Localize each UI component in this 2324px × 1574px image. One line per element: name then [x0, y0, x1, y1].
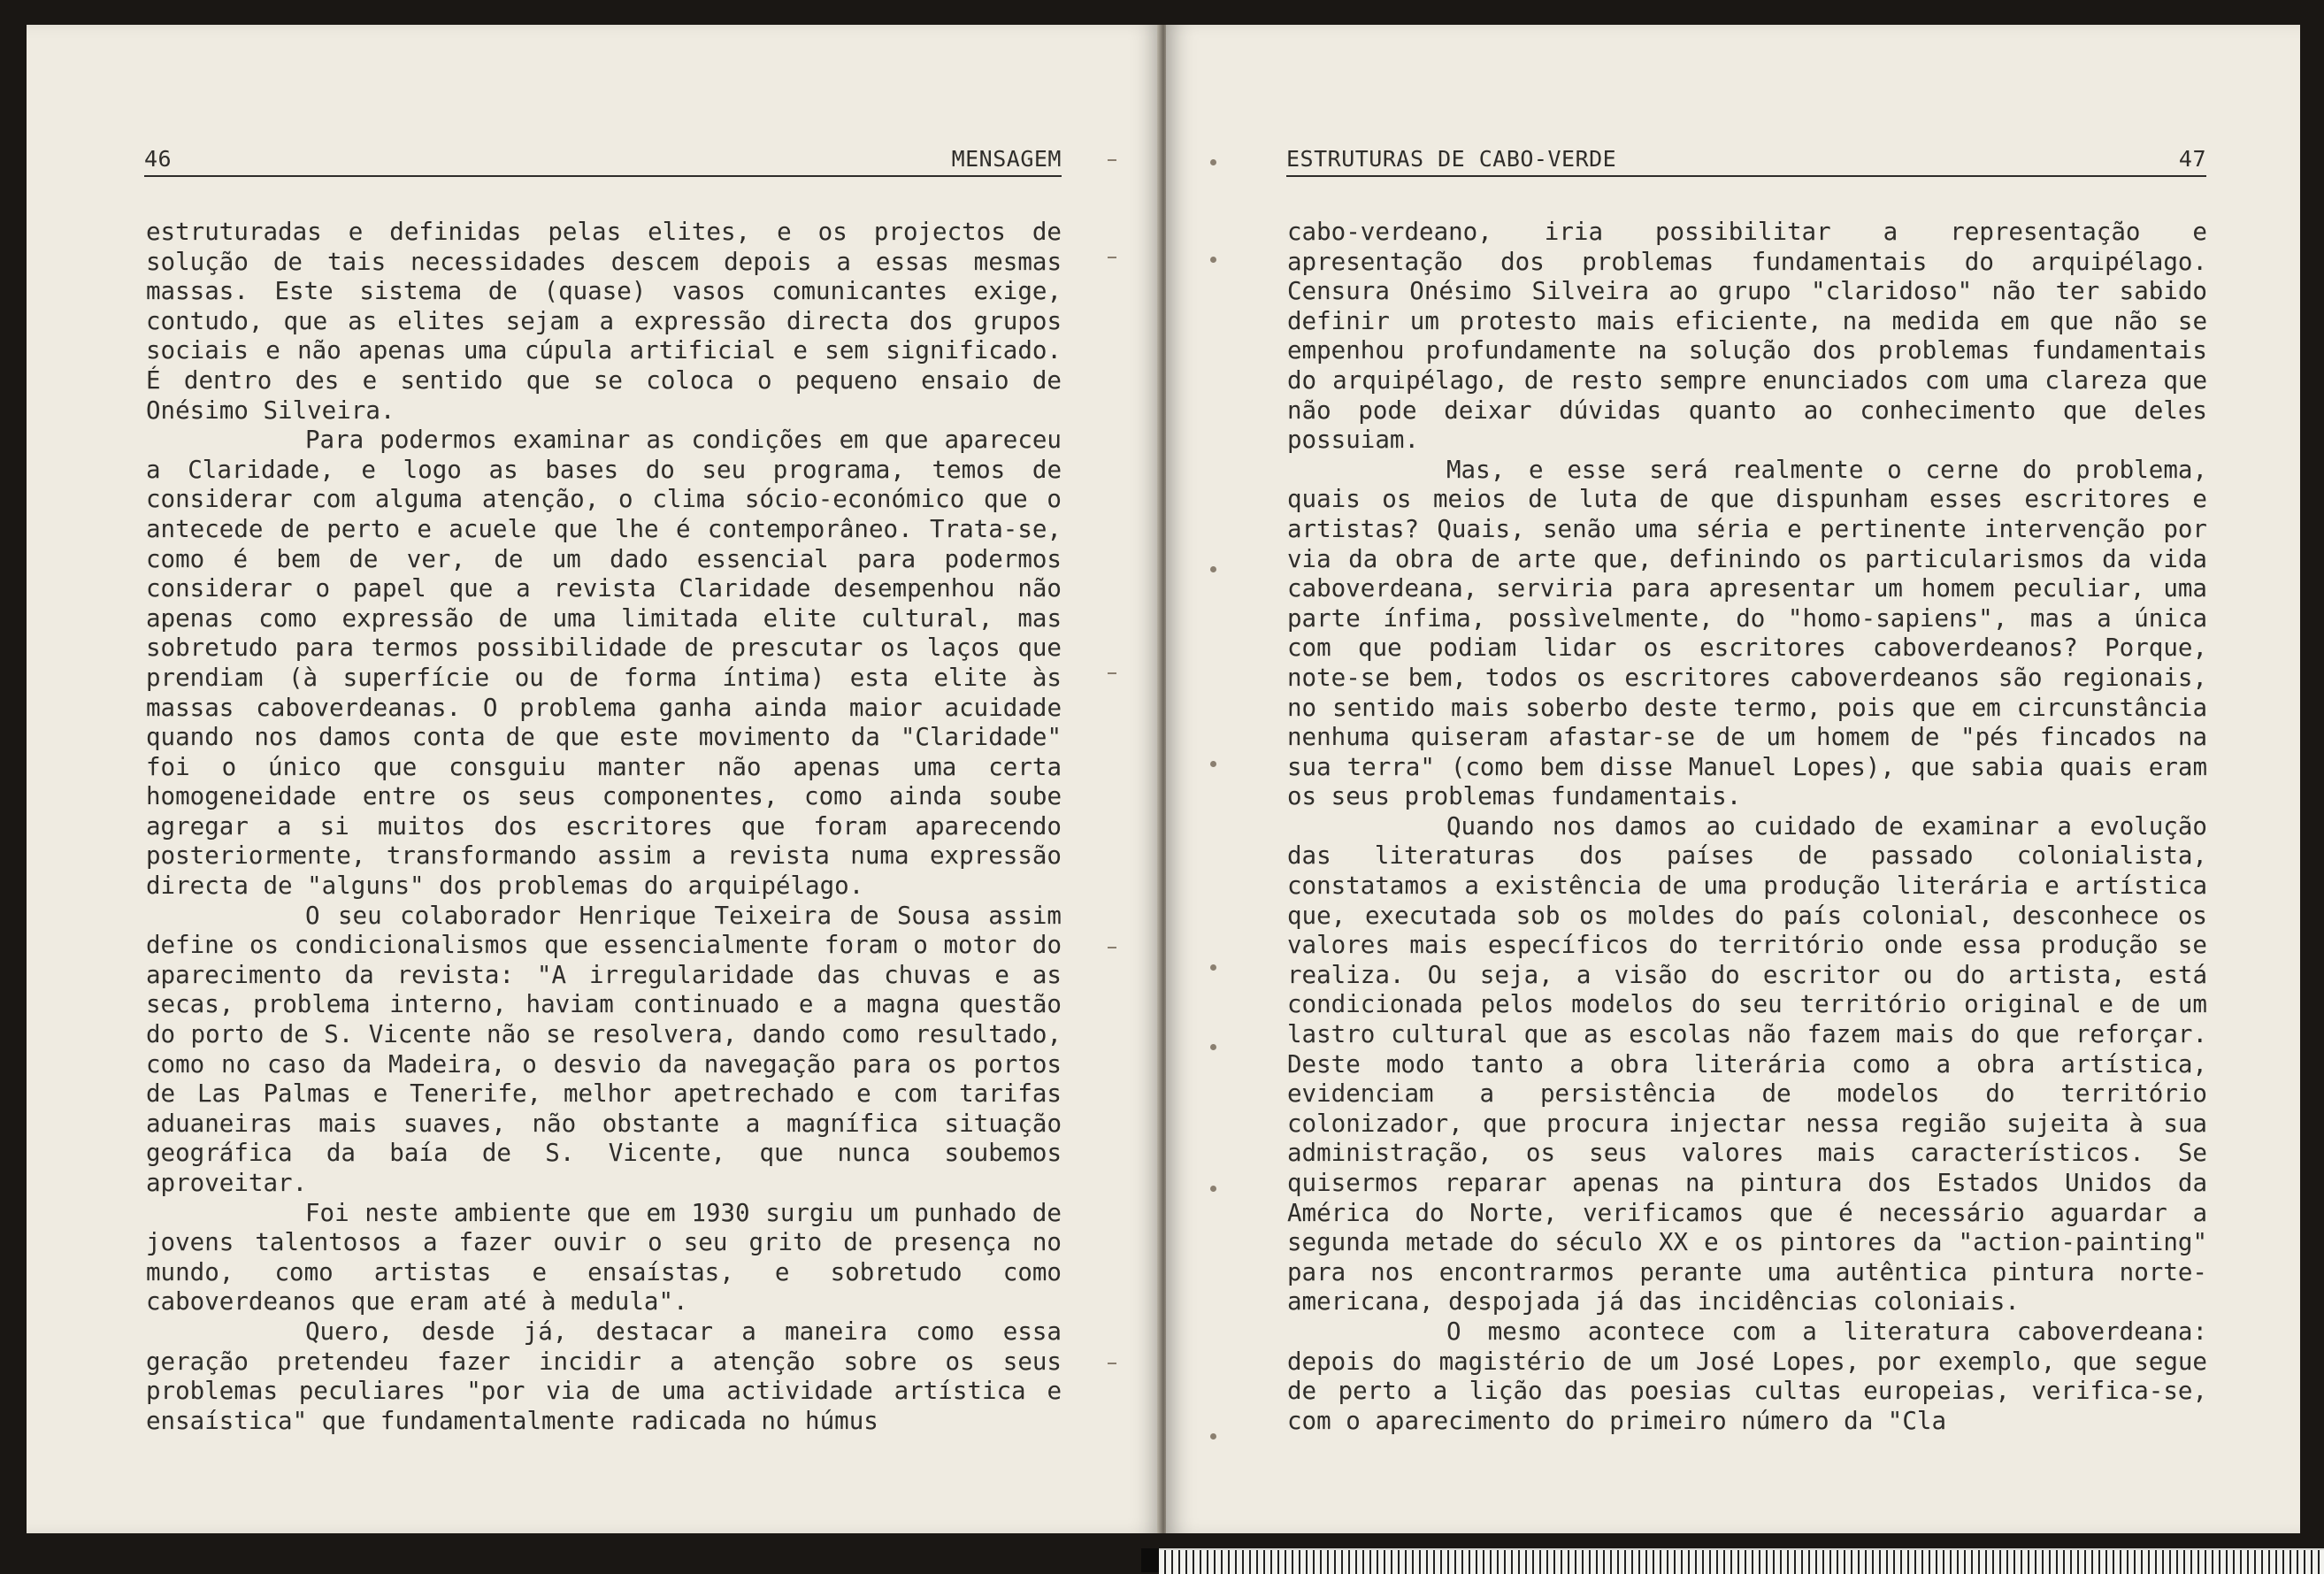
- scan-border: [1141, 1548, 1159, 1572]
- margin-mark: [1210, 964, 1216, 971]
- scale-ruler: [1159, 1548, 2324, 1574]
- margin-mark: [1210, 159, 1216, 165]
- margin-mark: [1210, 257, 1216, 263]
- margin-mark: [1108, 947, 1116, 948]
- paragraph: Mas, e esse será realmente o cerne do problema, quais os meios de luta de que dispunham esses escritores e artistas? Quais, senão uma séria e pertinente intervenção por via da obra de arte que, definindo os particularismos da vida caboverdeana, serviria para apresentar um homem peculiar, uma parte ínfima, possìvelmente, do "homo-sapiens", mas a única com que podiam lidar os escritores caboverdeanos? Porque, note-se bem, todos os escritores caboverdeanos são regionais, no sentido mais soberbo deste termo, pois que em circunstância nenhuma quiseram afastar-se de um homem de "pés fincados na sua terra" (como bem disse Manuel Lopes), que sabia quais eram os seus problemas fundamentais.: [1287, 455, 2207, 811]
- margin-mark: [1108, 1363, 1116, 1364]
- paragraph: cabo-verdeano, iria possibilitar a representação e apresentação dos problemas fundamentais do arquipélago. Censura Onésimo Silveira ao grupo "claridoso" não ter sabido definir um protesto mais eficiente, na medida em que não se empenhou profundamente na solução dos problemas fundamentais do arquipélago, de resto sempre enunciados com uma clareza que não pode deixar dúvidas quanto ao conhecimento que deles possuiam.: [1287, 218, 2207, 455]
- running-title-right: ESTRUTURAS DE CABO-VERDE: [1286, 146, 1617, 172]
- running-title-left: MENSAGEM: [951, 146, 1062, 172]
- margin-mark: [1108, 159, 1116, 161]
- paragraph: Para podermos examinar as condições em que apareceu a Claridade, e logo as bases do seu programa, temos de considerar com alguma atenção, o clima sócio-económico que o antecede de perto e acuele que lhe é contemporâneo. Trata-se, como é bem de ver, de um dado essencial para podermos considerar o papel que a revista Claridade desempenhou não apenas como expressão de uma limitada elite cultural, mas sobretudo para termos possibilidade de prescutar os laços que prendiam (à superfície ou de forma íntima) esta elite às massas caboverdeanas. O problema ganha ainda maior acuidade quando nos damos conta de que este movimento da "Claridade" foi o único que consguiu manter não apenas uma certa homogeneidade entre os seus componentes, como ainda soube agregar a si muitos dos escritores que foram aparecendo posteriormente, transformando assim a revista numa expressão directa de "alguns" dos problemas do arquipélago.: [146, 426, 1062, 901]
- paragraph: Quando nos damos ao cuidado de examinar a evolução das literaturas dos países de passado colonialista, constatamos a existência de uma produção literária e artística que, executada sob os moldes do país colonial, desconhece os valores mais específicos do território onde essa produção se realiza. Ou seja, a visão do escritor ou do artista, está condicionada pelos modelos do seu território original e de um lastro cultural que as escolas não fazem mais do que reforçar. Deste modo tanto a obra literária como a obra artística, evidenciam a persistência de modelos do território colonizador, que procura injectar nessa região sujeita à sua administração, os seus valores mais característicos. Se quisermos reparar apenas na pintura dos Estados Unidos da América do Norte, verificamos que é necessário aguardar a segunda metade do século XX e os pintores da "action-painting" para nos encontrarmos perante uma autêntica pintura norte-americana, despojada já das incidências coloniais.: [1287, 811, 2207, 1317]
- margin-mark: [1108, 257, 1116, 258]
- right-page-body: [1287, 218, 2207, 1436]
- left-page: [27, 25, 1161, 1533]
- page-number-right: 47: [2178, 146, 2206, 172]
- left-page-body: [146, 218, 1062, 1436]
- margin-mark: [1210, 1433, 1216, 1440]
- paragraph: estruturadas e definidas pelas elites, e os projectos de solução de tais necessidades descem depois a essas mesmas massas. Este sistema de (quase) vasos comunicantes exige, contudo, que as elites sejam a expressão directa dos grupos sociais e não apenas uma cúpula artificial e sem significado. É dentro des e sentido que se coloca o pequeno ensaio de Onésimo Silveira.: [146, 218, 1062, 425]
- margin-mark: [1108, 672, 1116, 674]
- page-number-left: 46: [144, 146, 173, 172]
- margin-mark: [1210, 761, 1216, 767]
- right-page: [1166, 25, 2300, 1533]
- margin-mark: [1210, 566, 1216, 572]
- right-page-header: [1286, 142, 2206, 177]
- margin-mark: [1210, 1186, 1216, 1192]
- paragraph: Quero, desde já, destacar a maneira como essa geração pretendeu fazer incidir a atenção sobre os seus problemas peculiares "por via de uma actividade artística e ensaística" que fundamentalmente radicada no húmus: [146, 1317, 1062, 1435]
- paragraph: O mesmo acontece com a literatura caboverdeana: depois do magistério de um José Lopes, por exemplo, que segue de perto a lição das poesias cultas europeias, verifica-se, com o aparecimento do primeiro número da "Cla: [1287, 1317, 2207, 1435]
- left-page-header: [144, 142, 1062, 177]
- margin-mark: [1210, 1044, 1216, 1050]
- paragraph: Foi neste ambiente que em 1930 surgiu um punhado de jovens talentosos a fazer ouvir o seu grito de presença no mundo, como artistas e ensaístas, e sobretudo como caboverdeanos que eram até à medula".: [146, 1198, 1062, 1317]
- paragraph: O seu colaborador Henrique Teixeira de Sousa assim define os condicionalismos que essencialmente foram o motor do aparecimento da revista: "A irregularidade das chuvas e as secas, problema interno, haviam continuado e a magna questão do porto de S. Vicente não se resolvera, dando como resultado, como no caso da Madeira, o desvio da navegação para os portos de Las Palmas e Tenerife, melhor apetrechado e com tarifas aduaneiras mais suaves, não obstante a magnífica situação geográfica da baía de S. Vicente, que nunca soubemos aproveitar.: [146, 901, 1062, 1197]
